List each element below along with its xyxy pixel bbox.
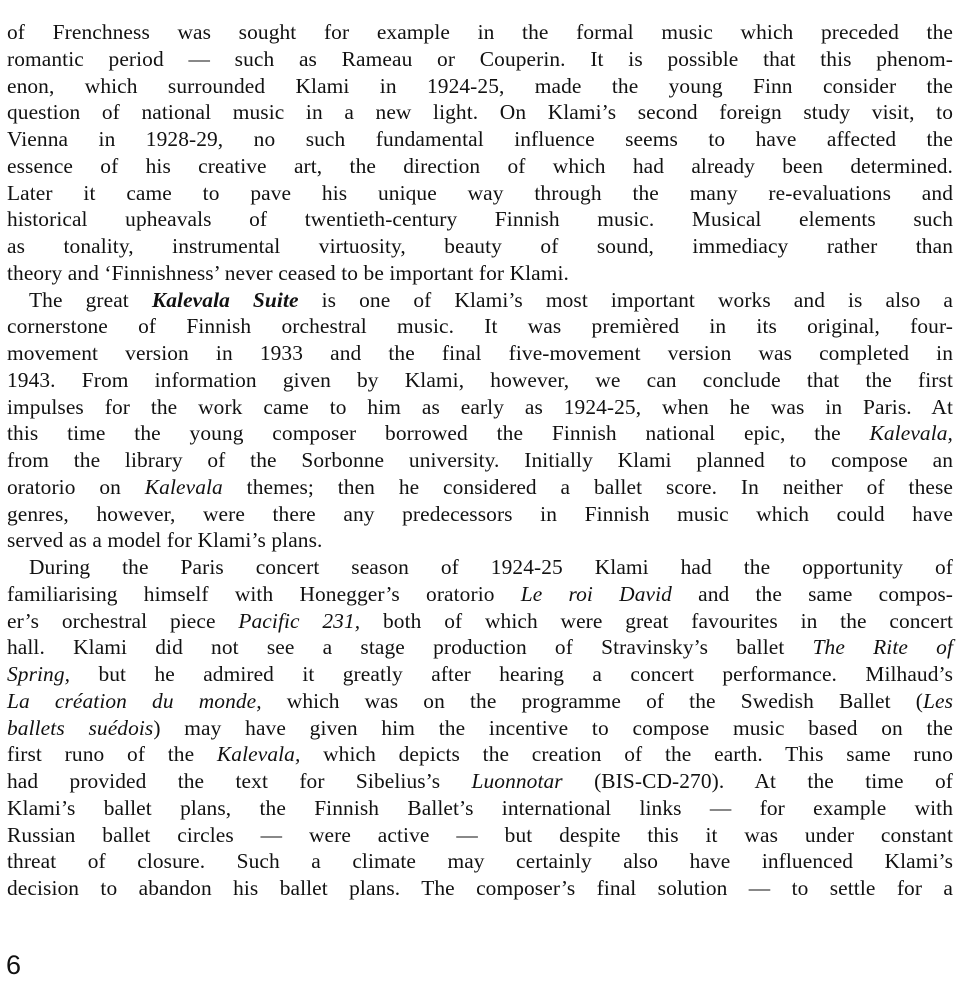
text-line [7, 795, 953, 822]
text-span: served as a model for Klami’s plans. [7, 528, 323, 553]
text-span: oratorio on [7, 474, 145, 499]
text-span: er’s orchestral piece [7, 608, 239, 633]
text-span: enon, which surrounded Klami in 1924-25, made the young Finn consider the [7, 73, 953, 98]
text-span: (BIS-CD-270). At the time of [562, 769, 953, 793]
text-span: historical upheavals of twentieth-century Finnish music. Musical elements such [7, 207, 953, 232]
text-span: romantic period — such as Rameau or Couperin. It is possible that this phenom- [7, 46, 953, 71]
text-line [7, 768, 953, 795]
text-span: had provided the text for Sibelius’s [7, 769, 472, 793]
text-span: hall. Klami did not see a stage production of Stravinsky’s ballet [7, 635, 813, 660]
emphasis-span: Luonnotar [471, 769, 563, 793]
text-span: Russian ballet circles — were active — but despite this it was under constant [7, 822, 953, 847]
text-span: decision to abandon his ballet plans. The composer’s final solution — to settle for a [7, 876, 953, 900]
emphasis-span: La création du monde, [7, 688, 262, 713]
text-line [7, 340, 953, 367]
text-span: Later it came to pave his unique way through the many re-evaluations and [7, 180, 953, 205]
text-span: of Frenchness was sought for example in the formal music which preceded the [7, 20, 953, 44]
text-line [7, 822, 953, 849]
text-line [7, 554, 953, 581]
text-line [7, 313, 953, 340]
text-line [7, 608, 953, 635]
text-span: 1943. From information given by Klami, however, we can conclude that the first [7, 367, 953, 392]
text-line [7, 447, 953, 474]
text-line [7, 180, 953, 207]
text-span: which was on the programme of the Swedish Ballet ( [261, 688, 923, 713]
page-number: 6 [6, 950, 22, 980]
text-span: Klami’s ballet plans, the Finnish Ballet’s international links — for example with [7, 795, 953, 820]
text-line [7, 848, 953, 875]
text-span: Vienna in 1928-29, no such fundamental influence seems to have affected the [7, 127, 953, 151]
text-span: first runo of the [7, 742, 217, 767]
text-line [7, 715, 953, 742]
text-span: question of national music in a new light. On Klami’s second foreign study visit, to [7, 100, 954, 125]
text-line [7, 99, 953, 126]
emphasis-span: Le roi David [520, 581, 672, 606]
text-span: is one of Klami’s most important works and is also a [298, 287, 953, 312]
emphasis-span: The Rite of [812, 635, 953, 660]
text-line [7, 875, 953, 902]
text-line [7, 153, 953, 180]
text-line [7, 19, 953, 46]
text-span: movement version in 1933 and the final five-movement version was completed in [7, 341, 953, 365]
text-span: During the Paris concert season of 1924-25 Klami had the opportunity of [29, 555, 953, 579]
text-line [7, 527, 953, 554]
text-span: as tonality, instrumental virtuosity, beauty of sound, immediacy rather than [7, 234, 953, 258]
text-line [7, 688, 953, 715]
text-span: which depicts the creation of the earth. This same runo [300, 742, 953, 767]
text-span: ) may have given him the incentive to compose music based on the [153, 715, 953, 740]
text-line [7, 394, 953, 421]
emphasis-span: Spring, [7, 662, 71, 686]
text-line [7, 634, 953, 661]
text-span: both of which were great favourites in the concert [360, 608, 954, 633]
text-span: from the library of the Sorbonne university. Initially Klami planned to compose an [7, 448, 953, 472]
text-line [7, 46, 953, 73]
text-span: familiarising himself with Honegger’s oratorio [7, 581, 521, 606]
text-line [7, 661, 953, 688]
emphasis-span: Pacific 231, [238, 608, 361, 633]
text-line [7, 501, 953, 528]
text-line [7, 474, 953, 501]
text-span: essence of his creative art, the direction of which had already been determined. [7, 153, 953, 178]
text-line [7, 233, 953, 260]
text-span: threat of closure. Such a climate may certainly also have influenced Klami’s [7, 849, 953, 874]
emphasis-span: Kalevala [144, 474, 223, 499]
text-span: this time the young composer borrowed the Finnish national epic, the [7, 421, 870, 446]
text-span: themes; then he considered a ballet score. In neither of these [222, 474, 953, 499]
emphasis-span: Kalevala Suite [151, 287, 299, 312]
emphasis-span: Les [922, 688, 953, 713]
text-span: theory and ‘Finnishness’ never ceased to be important for Klami. [7, 260, 570, 285]
text-line [7, 420, 953, 447]
text-span: and the same compos- [671, 581, 954, 606]
text-span: but he admired it greatly after hearing a concert performance. Milhaud’s [70, 662, 953, 686]
emphasis-span: ballets suédois [7, 715, 154, 740]
text-line [7, 581, 953, 608]
text-span: impulses for the work came to him as early as 1924-25, when he was in Paris. At [7, 394, 953, 419]
text-span: genres, however, were there any predecessors in Finnish music which could have [7, 501, 953, 526]
text-span: The great [29, 287, 152, 312]
emphasis-span: Kalevala, [869, 421, 953, 446]
emphasis-span: Kalevala, [216, 742, 301, 767]
text-line [7, 73, 953, 100]
text-line [7, 206, 953, 233]
text-line [7, 287, 953, 314]
text-line [7, 126, 953, 153]
text-line [7, 260, 953, 287]
text-line [7, 741, 953, 768]
text-span: cornerstone of Finnish orchestral music. It was premièred in its original, four- [7, 314, 953, 339]
text-line [7, 367, 953, 394]
body-text [7, 19, 953, 902]
